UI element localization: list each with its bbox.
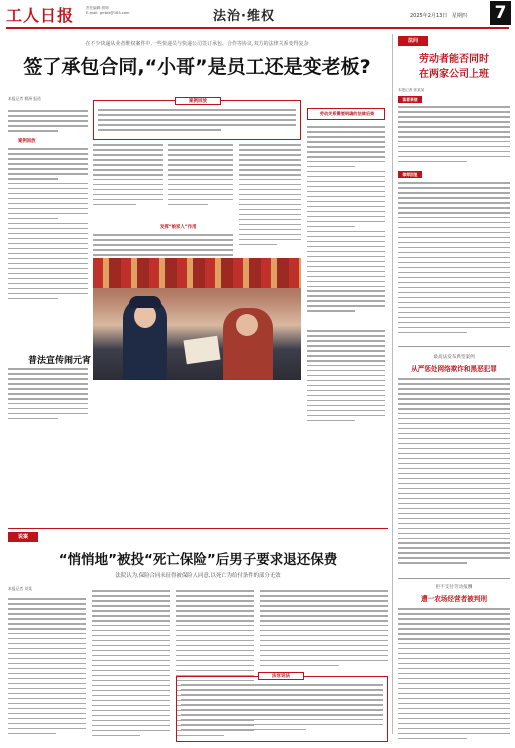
lead-column-1-top — [8, 110, 88, 135]
lead-subhead-1: 案例回放 — [18, 139, 36, 144]
page-number: 7 — [494, 3, 507, 23]
issue-date — [410, 12, 467, 19]
case-column-4 — [260, 590, 388, 670]
case-summary-label-text: 案例回放 — [189, 99, 207, 104]
editor-info — [86, 6, 130, 16]
date-text: 2025年2月13日 — [410, 13, 448, 19]
law-column-badge — [398, 36, 428, 46]
lead-column-5b — [307, 330, 385, 430]
photo-lanterns — [93, 258, 301, 288]
law-badge-text: 法问 — [407, 38, 418, 44]
lead-subhead-mid: 发挥“娘家人”作用 — [160, 225, 197, 230]
right-divider-1 — [398, 346, 510, 347]
law-title-line-1: 劳动者能否同时 — [419, 54, 489, 65]
email-line: E-mail: grrbfz@163.com — [86, 11, 130, 15]
lead-headline: 签了承包合同,“小哥”是员工还是变老板? — [23, 56, 371, 78]
lead-byline: 本报记者 柳洲 报道 — [8, 96, 41, 101]
photo-caption-text — [8, 368, 88, 428]
lead-photo — [93, 258, 301, 380]
lead-column-2 — [93, 144, 163, 214]
right-divider-2 — [398, 578, 510, 579]
law-answer-text — [398, 182, 510, 342]
bottom-right-kicker: 拒不支付劳动报酬 — [435, 585, 473, 590]
side-story-title: 从严惩处网络欺诈和黑恶犯罪 — [411, 365, 497, 373]
bottom-right-title: 遭一农场经营者被判刑 — [421, 595, 487, 603]
masthead — [0, 0, 515, 32]
case-byline: 本报记者 刘某 — [8, 586, 32, 591]
case-summary-label — [175, 97, 221, 105]
bottom-right-text — [398, 608, 510, 744]
photo-right-face — [236, 314, 258, 336]
case-summary-text — [98, 109, 296, 137]
judge-comment-text — [181, 684, 383, 738]
case-badge-text: 说案 — [17, 534, 28, 540]
case-section-rule — [8, 528, 388, 529]
editor-line: 责任编辑:蔡明 — [86, 6, 109, 10]
law-question-text — [398, 106, 510, 166]
weekday-text: 星期四 — [451, 13, 467, 19]
lead-column-4 — [239, 144, 301, 254]
lead-kicker: 在不少快递从业者维权案件中,一些快递员与快递公司签订承包、合作等协议,双方的法律关系变得复杂 — [85, 41, 309, 47]
section-name: 法治·维权 — [213, 9, 275, 24]
lead-column-1-body — [8, 148, 88, 308]
lead-subhead-2: 劳动关系需要明确的法律后果 — [319, 111, 375, 116]
side-story-text — [398, 378, 510, 573]
photo-leaflet — [183, 336, 220, 364]
judge-comment-label — [258, 672, 304, 680]
masthead-rule — [6, 27, 509, 29]
law-question-label-text: 读者来信 — [402, 97, 418, 102]
case-section-badge — [8, 532, 38, 542]
law-question-label — [398, 96, 422, 103]
case-column-2 — [92, 590, 170, 744]
page-number-badge — [490, 1, 511, 25]
law-byline: 本报记者 张某某 — [398, 88, 425, 92]
photo-caption-title: 普法宣传闹元宵 — [28, 356, 92, 366]
photo-officer-cap — [129, 296, 161, 308]
case-subtitle: 法院认为,保险合同未征得被保险人同意,以死亡为给付条件的部分无效 — [115, 573, 281, 579]
law-title-line-2: 在两家公司上班 — [419, 69, 489, 80]
side-story-kicker: 最高法发布典型案例 — [433, 355, 475, 360]
law-answer-label — [398, 171, 422, 178]
judge-comment-label-text: 法官说法 — [272, 674, 290, 679]
case-headline: “悄悄地”被投“死亡保险”后男子要求退还保费 — [58, 552, 338, 568]
case-column-1 — [8, 598, 86, 744]
lead-column-5 — [307, 126, 385, 326]
paper-name-logo: 工人日报 — [6, 6, 75, 25]
law-answer-label-text: 律师回复 — [402, 172, 418, 177]
lead-column-3 — [168, 144, 233, 214]
law-column-title — [398, 52, 510, 82]
column-separator — [392, 34, 393, 734]
